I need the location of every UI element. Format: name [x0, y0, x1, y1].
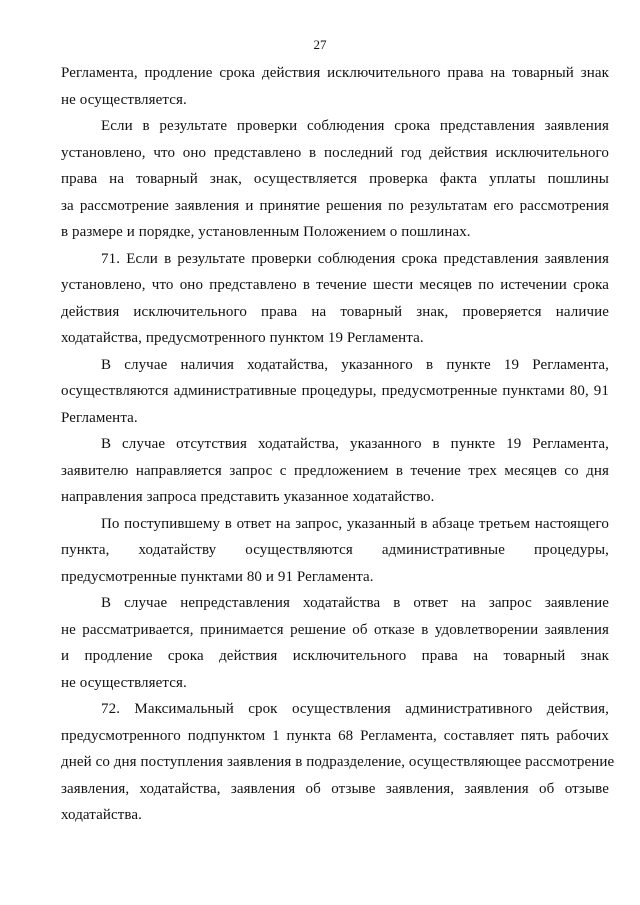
text-line: По поступившему в ответ на запрос, указанный в абзаце третьем настоящего: [101, 515, 609, 532]
text-line: не осуществляется.: [61, 674, 187, 691]
text-line: пункта, ходатайству осуществляются административные процедуры,: [61, 542, 609, 558]
text-line: Если в результате проверки соблюдения срока представления заявления: [101, 118, 609, 134]
text-line: направления запроса представить указанное ходатайство.: [61, 489, 435, 505]
text-line: ходатайства, предусмотренного пунктом 19 Регламента.: [61, 330, 424, 346]
text-line: осуществляются административные процедуры, предусмотренные пунктами 80, 91: [61, 383, 609, 399]
text-line: предусмотренные пунктами 80 и 91 Регламента.: [61, 568, 374, 585]
paragraph-3: [61, 246, 609, 352]
paragraph-7: [61, 590, 609, 696]
text-line: В случае отсутствия ходатайства, указанного в пункте 19 Регламента,: [101, 436, 609, 452]
text-line: и продление срока действия исключительного права на товарный знак: [61, 648, 609, 664]
text-line: ходатайства.: [61, 807, 143, 823]
page-number: 27: [313, 37, 327, 52]
text-line: Регламента.: [61, 409, 138, 426]
text-line: установлено, что оно представлено в течение шести месяцев по истечении срока: [61, 277, 609, 293]
paragraph-1: [61, 60, 609, 113]
text-line: 72. Максимальный срок осуществления административного действия,: [101, 701, 609, 717]
text-line: В случае непредставления ходатайства в ответ на запрос заявление: [101, 595, 609, 611]
text-line: дней со дня поступления заявления в подразделение, осуществляющее рассмотрение: [61, 754, 615, 770]
paragraph-4: [61, 352, 609, 432]
paragraph-8: [61, 696, 615, 829]
document-body: [61, 60, 615, 829]
text-line: заявления, ходатайства, заявления об отзыве заявления, заявления об отзыве: [61, 780, 609, 797]
paragraph-6: [61, 511, 609, 591]
text-line: за рассмотрение заявления и принятие решения по результатам его рассмотрения: [61, 197, 609, 214]
text-line: не осуществляется.: [61, 91, 187, 108]
text-line: действия исключительного права на товарный знак, проверяется наличие: [61, 303, 609, 320]
text-line: в размере и порядке, установленным Положением о пошлинах.: [61, 224, 471, 240]
text-line: установлено, что оно представлено в последний год действия исключительного: [61, 144, 609, 161]
paragraph-5: [61, 431, 609, 511]
text-line: Регламента, продление срока действия исключительного права на товарный знак: [61, 65, 609, 81]
text-line: не рассматривается, принимается решение об отказе в удовлетворении заявления: [61, 621, 609, 638]
paragraph-2: [61, 113, 609, 246]
text-line: предусмотренного подпунктом 1 пункта 68 Регламента, составляет пять рабочих: [61, 727, 609, 744]
text-line: заявителю направляется запрос с предложением в течение трех месяцев со дня: [61, 462, 609, 479]
text-line: права на товарный знак, осуществляется проверка факта уплаты пошлины: [61, 171, 609, 187]
text-line: 71. Если в результате проверки соблюдения срока представления заявления: [101, 250, 609, 267]
text-line: В случае наличия ходатайства, указанного в пункте 19 Регламента,: [101, 356, 609, 373]
